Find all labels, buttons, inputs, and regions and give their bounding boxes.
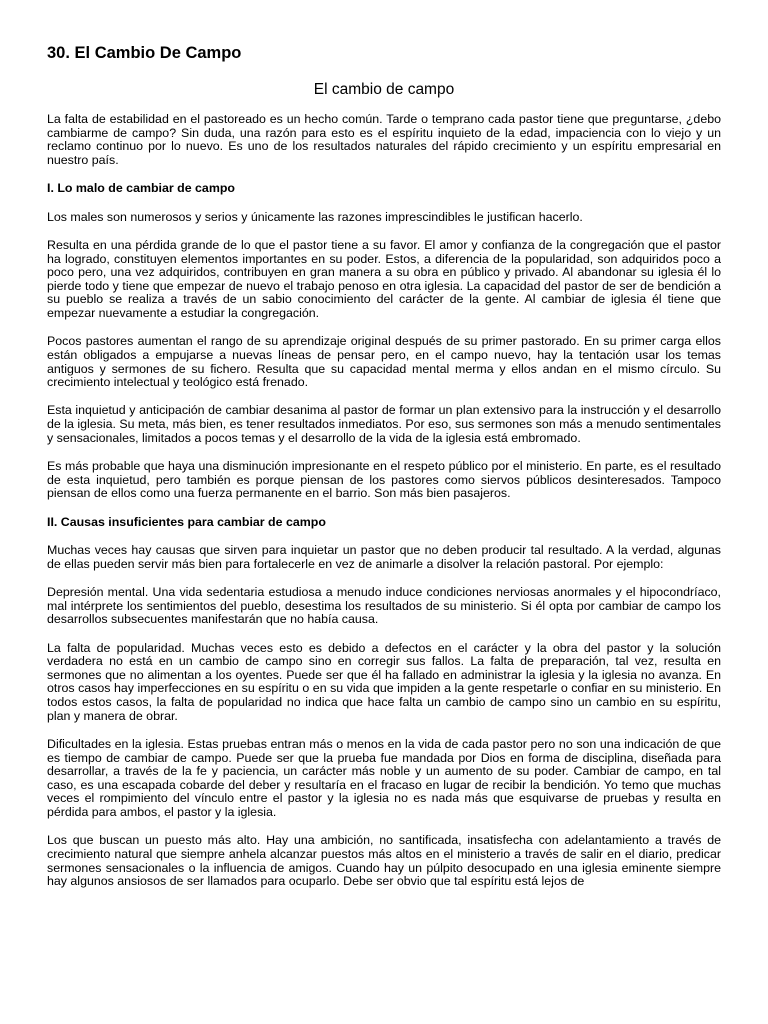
- section-2-paragraph: Dificultades en la iglesia. Estas pruebas entran más o menos en la vida de cada pastor pero no son una indicación de que es tiempo de cambiar de campo. Puede ser que la prueba fue mandada por Dios en forma de disciplina, diseñada para desarrollar, a través de la fe y paciencia, un carácter más noble y un aumento de su poder. Cambiar de campo, en tal caso, es una escapada cobarde del deber y resultaría en el fracaso en lugar de recibir la bendición. Yo temo que muchas veces el rompimiento del vínculo entre el pastor y la iglesia no es nada más que esquivarse de pruebas y resulta en pérdida para ambos, el pastor y la iglesia.: [47, 736, 721, 819]
- section-2-paragraph: La falta de popularidad. Muchas veces esto es debido a defectos en el carácter y la obra del pastor y la solución verdadera no está en un cambio de campo sino en corregir sus fallos. La falta de preparación, tal vez, resulta en sermones que no alimentan a los oyentes. Puede ser que él ha fallado en administrar la iglesia y la iglesia no avanza. En otros casos hay imperfecciones en su espíritu o en su vida que impiden a la gente respetarle o confiar en su ministerio. En todos estos casos, la falta de popularidad no indica que hace falta un cambio de campo sino un cambio en su espíritu, plan y manera de obrar.: [47, 640, 721, 723]
- document-body: [47, 113, 721, 903]
- section-heading-2: II. Causas insuficientes para cambiar de campo: [47, 514, 326, 529]
- section-2-paragraph: Depresión mental. Una vida sedentaria estudiosa a menudo induce condiciones nerviosas anormales y el hipocondríaco, mal intérprete los sentimientos del pueblo, desestima los resultados de su ministerio. Si él opta por cambiar de campo los desarrollos subsecuentes manifestarán que no había causa.: [47, 585, 721, 627]
- section-1-paragraph: Resulta en una pérdida grande de lo que el pastor tiene a su favor. El amor y confianza de la congregación que el pastor ha logrado, constituyen elementos importantes en su poder. Estos, a diferencia de la popularidad, son adquiridos poco a poco pero, una vez adquiridos, contribuyen en gran manera a su obra en público y privado. Al abandonar su iglesia él lo pierde todo y tiene que empezar de nuevo el trabajo penoso en otra iglesia. La capacidad del pastor de ser de bendición a su pueblo se realiza a través de un sabio conocimiento del carácter de la gente. Al cambiar de iglesia él tiene que empezar nuevamente a estudiar la congregación.: [47, 237, 721, 320]
- section-1-paragraph: Los males son numerosos y serios y únicamente las razones imprescindibles le justifican hacerlo.: [47, 209, 583, 224]
- intro-paragraph: La falta de estabilidad en el pastoreado es un hecho común. Tarde o temprano cada pastor tiene que preguntarse, ¿debo cambiarme de campo? Sin duda, una razón para esto es el espíritu inquieto de la edad, impaciencia con lo viejo y un reclamo continuo por lo nuevo. Es uno de los resultados naturales del rápido crecimiento y un espíritu empresarial en nuestro país.: [47, 112, 721, 167]
- main-title: El cambio de campo: [313, 81, 455, 98]
- section-1-paragraph: Es más probable que haya una disminución impresionante en el respeto público por el ministerio. En parte, es el resultado de esta inquietud, pero también es porque piensan de los pastores como siervos públicos desinteresados. Tampoco piensan de ellos como una fuerza permanente en el barrio. Son más bien pasajeros.: [47, 459, 721, 501]
- section-2-paragraph: Los que buscan un puesto más alto. Hay una ambición, no santificada, insatisfecha con adelantamiento a través de crecimiento natural que siempre anhela alcanzar puestos más altos en el ministerio a través de salir en el diario, predicar sermones sensacionales o la influencia de amigos. Cuando hay un púlpito desocupado en una iglesia eminente siempre hay algunos ansiosos de ser llamados para ocuparlo. Debe ser obvio que tal espíritu está lejos de: [47, 833, 721, 889]
- chapter-title: 30. El Cambio De Campo: [47, 44, 242, 62]
- section-1-paragraph: Pocos pastores aumentan el rango de su aprendizaje original después de su primer pastorado. En su primer carga ellos están obligados a empujarse a nuevas líneas de pensar pero, en el campo nuevo, hay la tentación usar los temas antiguos y sermones de su fichero. Resulta que su capacidad mental merma y ellos andan en el mismo círculo. Su crecimiento intelectual y teológico está frenado.: [47, 334, 721, 390]
- section-2-paragraph: Muchas veces hay causas que sirven para inquietar un pastor que no deben producir tal resultado. A la verdad, algunas de ellas pueden servir más bien para fortalecerle en vez de animarle a disolver la relación pastoral. Por ejemplo:: [47, 543, 721, 571]
- section-heading-1: I. Lo malo de cambiar de campo: [47, 181, 235, 196]
- section-1-paragraph: Esta inquietud y anticipación de cambiar desanima al pastor de formar un plan extensivo para la instrucción y el desarrollo de la iglesia. Su meta, más bien, es tener resultados inmediatos. Por eso, sus sermones son más a menudo sentimentales y sensacionales, limitados a pocos temas y el desarrollo de la vida de la iglesia está embromado.: [47, 403, 721, 445]
